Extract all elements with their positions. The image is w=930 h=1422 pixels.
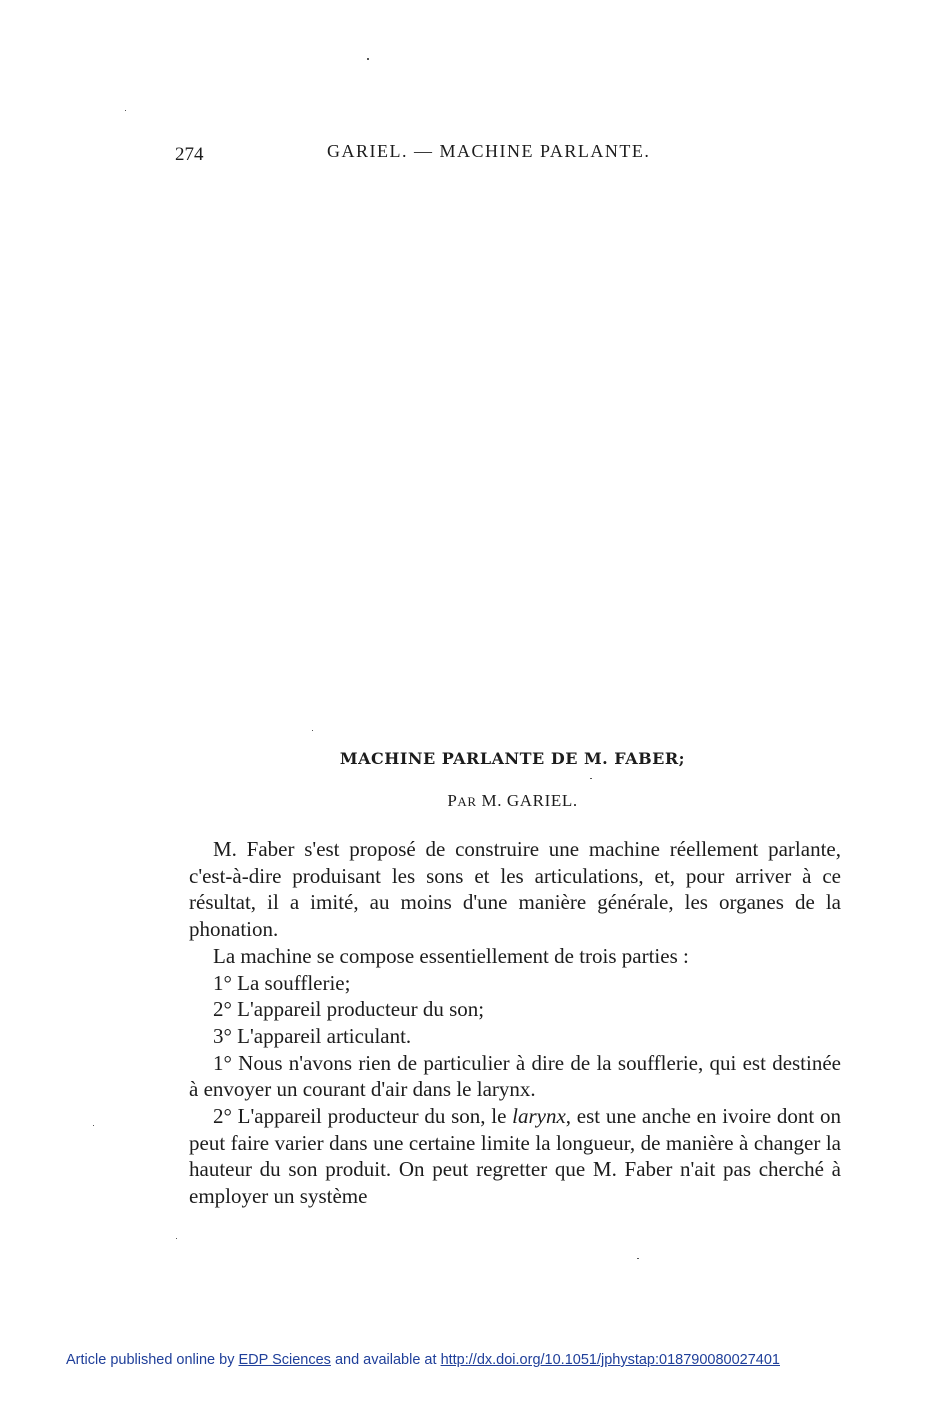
paragraph-4-italic: larynx (512, 1104, 566, 1129)
list-item-soufflerie: 1° La soufflerie; (213, 970, 351, 995)
paragraph-4 (189, 1103, 841, 1210)
footer-notice (66, 1352, 780, 1368)
paragraph-4-end: , est une anche en ivoire dont on peut faire varier dans une certaine limite la longueur, de manière à changer la hauteur du son produit. On peut regretter que M. Faber n'ait pas cherché à employer un système (189, 1104, 841, 1209)
footer-prefix: Article published online by (66, 1352, 239, 1368)
publisher-link[interactable]: EDP Sciences (238, 1352, 331, 1368)
byline-author: M. GARIEL. (476, 791, 578, 810)
scan-speck (176, 1238, 177, 1239)
paragraph-1: M. Faber s'est proposé de construire une machine réellement parlante, c'est-à-dire produisant les sons et les articulations, et, pour arriver à ce résultat, il a imité, au moins d'une manière générale, les organes de la phonation. (189, 837, 841, 942)
scan-speck (125, 110, 126, 111)
scan-speck (590, 778, 592, 779)
list-item-appareil-articulant: 3° L'appareil articulant. (213, 1023, 412, 1048)
page-number: 274 (175, 144, 204, 165)
footer-middle: and available at (330, 1352, 441, 1368)
paragraph-3: 1° Nous n'avons rien de particulier à dire de la soufflerie, qui est destinée à envoyer un courant d'air dans le larynx. (189, 1050, 841, 1102)
paragraph-2: La machine se compose essentiellement de trois parties : (213, 943, 689, 968)
scan-speck (637, 1258, 639, 1259)
paragraph-4-start: 2° L'appareil producteur du son, le (213, 1104, 513, 1129)
body-text (189, 836, 841, 1210)
article-title: MACHINE PARLANTE DE M. FABER; (339, 749, 686, 768)
byline-prefix-rest: AR (457, 794, 477, 809)
scan-speck (367, 58, 369, 60)
list-item-appareil-producteur: 2° L'appareil producteur du son; (213, 997, 485, 1022)
doi-link[interactable]: http://dx.doi.org/10.1051/jphystap:018790080027401 (440, 1352, 780, 1368)
scan-speck (312, 730, 313, 731)
running-title: GARIEL. — MACHINE PARLANTE. (327, 141, 651, 161)
byline-prefix-initial: P (447, 791, 458, 810)
scan-speck (93, 1125, 94, 1126)
byline (0, 791, 930, 811)
